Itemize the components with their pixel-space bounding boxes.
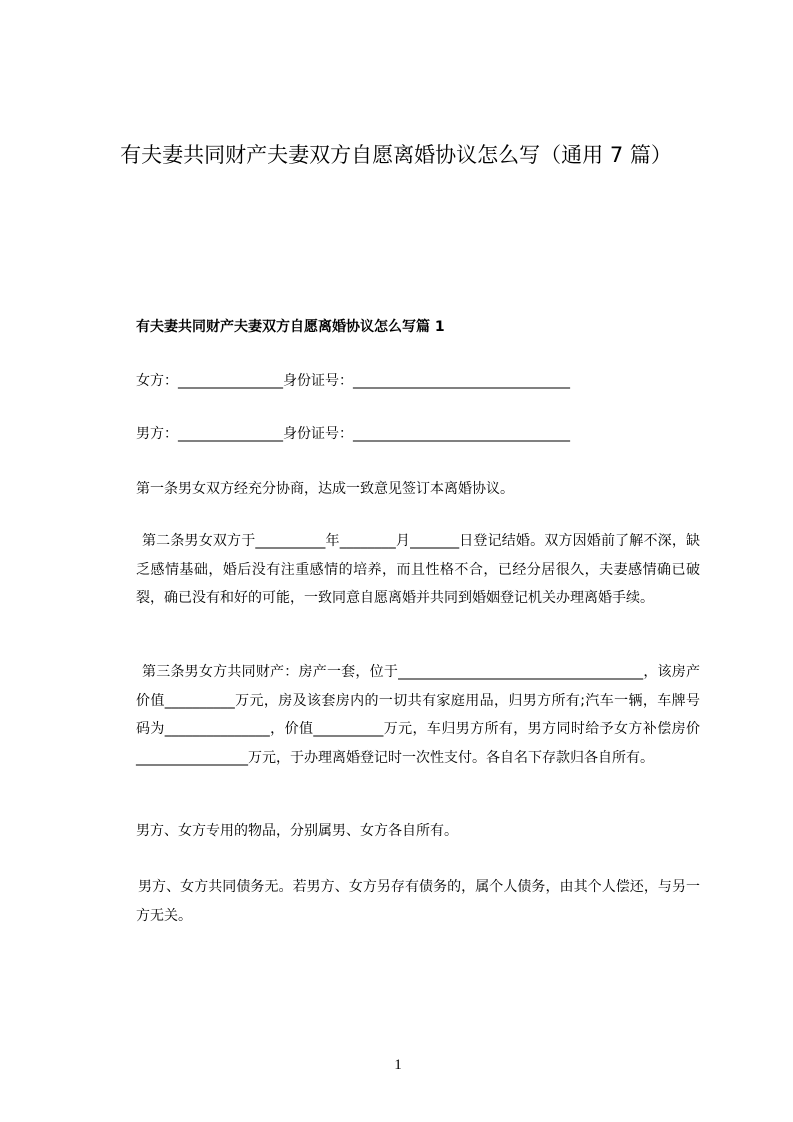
article-1: 第一条男女双方经充分协商，达成一致意见签订本离婚协议。: [136, 481, 514, 497]
section-heading: 有夫妻共同财产夫妻双方自愿离婚协议怎么写篇 1: [136, 319, 445, 335]
page-number: 1: [394, 1057, 402, 1073]
article-3: 第三条男女方共同财产：房产一套，位于___________________________________，该房产价值__________万元，房及该套房内的一切共有家庭用品，归男方所有;汽车一辆，车牌号码为_______________，价值__________万元，车归男方所有，男方同时给予女方补偿房价________________万元，于办理离婚登记时一次性支付。各自名下存款归各自所有。: [136, 664, 700, 766]
debts-paragraph: 男方、女方共同债务无。若男方、女方另存有债务的，属个人债务，由其个人偿还，与另一方无关。: [136, 879, 700, 924]
document-title: 有夫妻共同财产夫妻双方自愿离婚协议怎么写（通用 7 篇）: [120, 143, 672, 167]
party-male-line: 男方：_______________身份证号：_______________________________: [136, 426, 570, 442]
personal-items-paragraph: 男方、女方专用的物品，分别属男、女方各自所有。: [136, 823, 458, 839]
article-2: 第二条男女双方于__________年________月_______日登记结婚。双方因婚前了解不深，缺乏感情基础，婚后没有注重感情的培养，而且性格不合，已经分居很久，夫妻感情确已破裂，确已没有和好的可能，一致同意自愿离婚并共同到婚姻登记机关办理离婚手续。: [136, 533, 700, 606]
party-female-line: 女方：_______________身份证号：_______________________________: [136, 373, 570, 389]
